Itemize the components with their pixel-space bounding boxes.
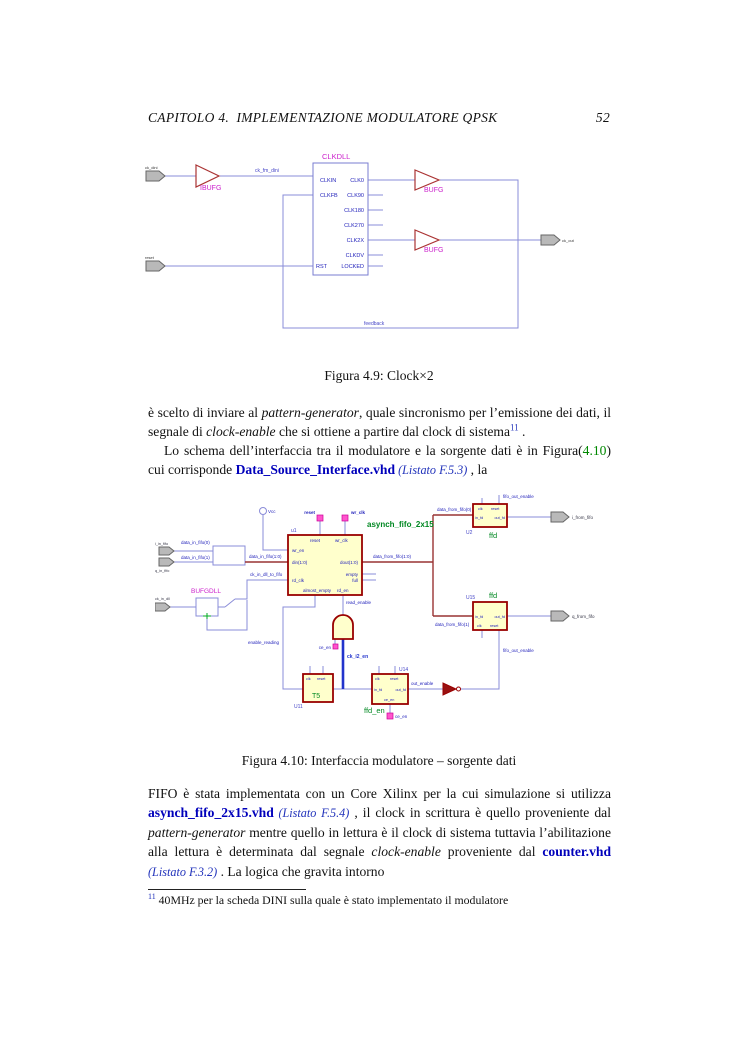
t5-reset: reset	[317, 677, 326, 681]
fifo-port-rdclk: rd_clk	[292, 578, 305, 583]
p2-text: proveniente dal	[440, 844, 543, 859]
net-din-bus: data_in_fifo(1:0)	[249, 554, 282, 559]
t5-clk: clk	[306, 677, 311, 681]
wrclk-terminal-icon	[342, 515, 348, 521]
net-label-ck-fm-dini: ck_fm_dini	[255, 168, 279, 174]
ffd1-reset: reset	[491, 507, 500, 511]
net-enable-reading: enable_reading	[247, 640, 279, 645]
fifo-port-rden: rd_en	[337, 588, 349, 593]
paragraph-1	[148, 403, 611, 441]
data-source-interface-vhd-link[interactable]: Data_Source_Interface.vhd	[235, 462, 396, 477]
q-out-pin-icon	[551, 611, 569, 621]
i-out-pin-icon	[551, 512, 569, 522]
figure-4-9-caption: Figura 4.9: Clock×2	[324, 368, 434, 383]
t5-ports	[306, 677, 326, 681]
p1-text: , quale sincronismo per l’emissione dei dati, il segnale di	[148, 405, 612, 439]
ffd1-instance: U2	[466, 530, 473, 536]
listato-f32-link[interactable]: (Listato F.3.2)	[148, 865, 218, 879]
net-ck-to-fifo: ck_in_dll_to_fifo	[250, 572, 283, 577]
fifo-port-din: din(1:0)	[292, 560, 308, 565]
port-clk180: CLK180	[344, 208, 364, 214]
ck-in-pin-label: ck_in_dll	[155, 597, 170, 601]
ffd2-clk: clk	[477, 624, 482, 628]
ffd2-instance: U15	[466, 595, 476, 601]
inverter-icon	[443, 683, 456, 695]
footnote-marker-link[interactable]: 11	[509, 422, 519, 433]
footnote-text: 40MHz per la scheda DINI sulla quale è stato implementato il modulatore	[158, 893, 509, 907]
page-header	[148, 110, 610, 126]
net-ce-en2: ce_en	[395, 714, 408, 719]
figure-reference-link[interactable]: 4.10	[582, 443, 607, 458]
net-din0: data_in_fifo(0)	[181, 540, 210, 545]
figure-4-9-schematic	[143, 148, 603, 348]
footnote-rule	[148, 889, 306, 890]
ffd-en-ce: ce_en	[384, 698, 395, 702]
clkdll-title: CLKDLL	[322, 152, 351, 161]
ibufg-buffer-icon	[196, 165, 219, 187]
ffd-en-name: ffd_en	[364, 706, 385, 715]
p1-text: è scelto di inviare al	[148, 405, 262, 420]
reset-input-pin-label: reset	[145, 255, 154, 260]
fifo-name: asynch_fifo_2x15	[367, 520, 434, 529]
ffd2-name: ffd	[489, 591, 498, 600]
p1b-text: ) cui corrisponde	[148, 443, 611, 477]
fifo-block	[288, 535, 362, 595]
p1b-text: , la	[467, 462, 488, 477]
ffd-en-out: out_fd	[395, 688, 406, 692]
fifo-port-full: full	[352, 578, 358, 583]
net-ce-en: ce_en	[318, 645, 331, 650]
i-in-pin-label: i_in_fifo	[155, 542, 169, 546]
ffd-en-clk: clk	[375, 677, 380, 681]
clk-output-pin-icon	[541, 235, 560, 245]
vcc-label: Vcc	[268, 509, 276, 514]
t5-instance: U11	[294, 704, 303, 710]
clk-input-pin-label: ck_dini	[145, 165, 158, 170]
port-clk2x: CLK2X	[346, 238, 364, 244]
ffd-en-reset: reset	[390, 677, 399, 681]
chapter-number: CAPITOLO 4.	[148, 110, 230, 125]
port-clkfb: CLKFB	[320, 193, 338, 199]
fifo-port-dout: dout(1:0)	[339, 560, 358, 565]
net-din1: data_in_fifo(1)	[181, 555, 210, 560]
inverter-bubble-icon	[457, 687, 461, 691]
q-out-pin-label: q_from_fifo	[572, 614, 595, 619]
net-fifo-out-enable-bottom: fifo_out_enable	[503, 648, 534, 653]
reset-input-pin-icon	[146, 261, 165, 271]
q-in-pin-icon	[159, 558, 174, 566]
ffd2-in: in_fd	[475, 615, 484, 619]
p2-clock-enable: clock-enable	[371, 844, 441, 859]
ffd2-out: out_fd	[494, 615, 505, 619]
net-dout1: data_from_fifo(1)	[435, 622, 470, 627]
chapter-name: IMPLEMENTAZIONE MODULATORE QPSK	[236, 110, 498, 125]
bufg-bottom-label: BUFG	[424, 247, 444, 254]
footnote-number: 11	[148, 892, 156, 902]
paragraph-1b	[148, 441, 611, 480]
listato-f54-link[interactable]: (Listato F.5.4)	[273, 806, 350, 820]
port-clk0: CLK0	[350, 178, 364, 184]
net-fifo-out-enable-top: fifo_out_enable	[503, 494, 534, 499]
p1b-text: Lo schema dell’interfaccia tra il modulatore e la sorgente dati è in Figura(	[164, 443, 583, 458]
net-top-reset: reset	[304, 510, 315, 515]
fifo-port-wren: wr_en	[292, 548, 305, 553]
p2-text: FIFO è stata implementata con un Core Xilinx per la cui simulazione si utilizza	[148, 786, 611, 801]
asynch-fifo-vhd-link[interactable]: asynch_fifo_2x15.vhd	[148, 805, 274, 820]
p2-pattern-generator: pattern-generator	[148, 825, 246, 840]
counter-vhd-link[interactable]: counter.vhd	[542, 844, 612, 859]
p2-text: , il clock in scrittura è quello proveniente dal	[349, 805, 611, 820]
p1-text: .	[518, 424, 526, 439]
ce-en-terminal-icon	[333, 644, 338, 649]
port-rst: RST	[316, 264, 327, 270]
clk-input-pin-icon	[146, 171, 165, 181]
port-locked: LOCKED	[341, 264, 364, 270]
i-in-pin-icon	[159, 547, 174, 555]
p1-clock-enable: clock-enable	[206, 424, 276, 439]
ffd-en-instance: U14	[399, 667, 409, 673]
paragraph-2	[148, 784, 611, 882]
clk-output-pin-label: ck_out	[562, 238, 574, 243]
net-label-feedback: feedback	[364, 321, 385, 327]
port-clk90: CLK90	[347, 193, 364, 199]
i-out-pin-label: i_from_fifo	[572, 515, 594, 520]
ck-in-pin-icon	[155, 603, 170, 611]
q-in-pin-label: q_in_fifo	[155, 569, 170, 573]
net-out-enable: out_enable	[411, 681, 434, 686]
bufgdll-label: BUFGDLL	[191, 588, 221, 595]
net-dout-bus: data_from_fifo(1:0)	[373, 554, 412, 559]
ce-en2-terminal-icon	[387, 713, 393, 719]
fifo-port-wrclk: wr_clk	[335, 538, 348, 543]
figure-4-10-schematic	[155, 492, 620, 732]
net-ck-i2-en: ck_i2_en	[347, 654, 369, 660]
net-read-enable: read_enable	[346, 600, 372, 605]
ffd1-name: ffd	[489, 531, 498, 540]
fifo-port-empty: empty	[345, 572, 358, 577]
net-top-wrclk: wr_clk	[351, 510, 366, 515]
fifo-port-almost-empty: almost_empty	[303, 588, 332, 593]
reset-terminal-icon	[317, 515, 323, 521]
p1-pattern-generator: pattern-generator	[261, 405, 359, 420]
ffd2-reset: reset	[490, 624, 499, 628]
p2-text: mentre quello in lettura è il clock di sistema tuttavia l’abilitazione alla lettura è determinata dal segnale	[148, 825, 611, 859]
net-dout0: data_from_fifo(0)	[437, 507, 472, 512]
figure-4-10-caption: Figura 4.10: Interfaccia modulatore – sorgente dati	[241, 753, 517, 768]
p2-text: . La logica che gravita intorno	[217, 864, 385, 879]
listato-f53-link[interactable]: (Listato F.5.3)	[395, 463, 468, 477]
bufg-top-label: BUFG	[424, 187, 444, 194]
ffd1-in: in_fd	[475, 516, 484, 520]
ibufg-label: IBUFG	[200, 185, 222, 192]
and-gate-icon	[333, 615, 353, 639]
page-number: 52	[595, 110, 610, 125]
port-clkdv: CLKDV	[345, 253, 364, 259]
port-clkin: CLKIN	[320, 178, 337, 184]
footnote	[148, 893, 611, 908]
ffd1-clk: clk	[478, 507, 483, 511]
port-clk270: CLK270	[344, 223, 364, 229]
ffd1-out: out_fd	[494, 516, 505, 520]
fifo-instance: u1	[291, 528, 297, 534]
fifo-port-reset: reset	[310, 538, 321, 543]
header-chapter-title	[148, 110, 498, 126]
vcc-symbol-icon	[260, 508, 267, 515]
t5-name: T5	[312, 693, 321, 700]
p1-text: che si ottiene a partire dal clock di sistema	[275, 424, 510, 439]
ffd-en-in: in_fd	[374, 688, 383, 692]
